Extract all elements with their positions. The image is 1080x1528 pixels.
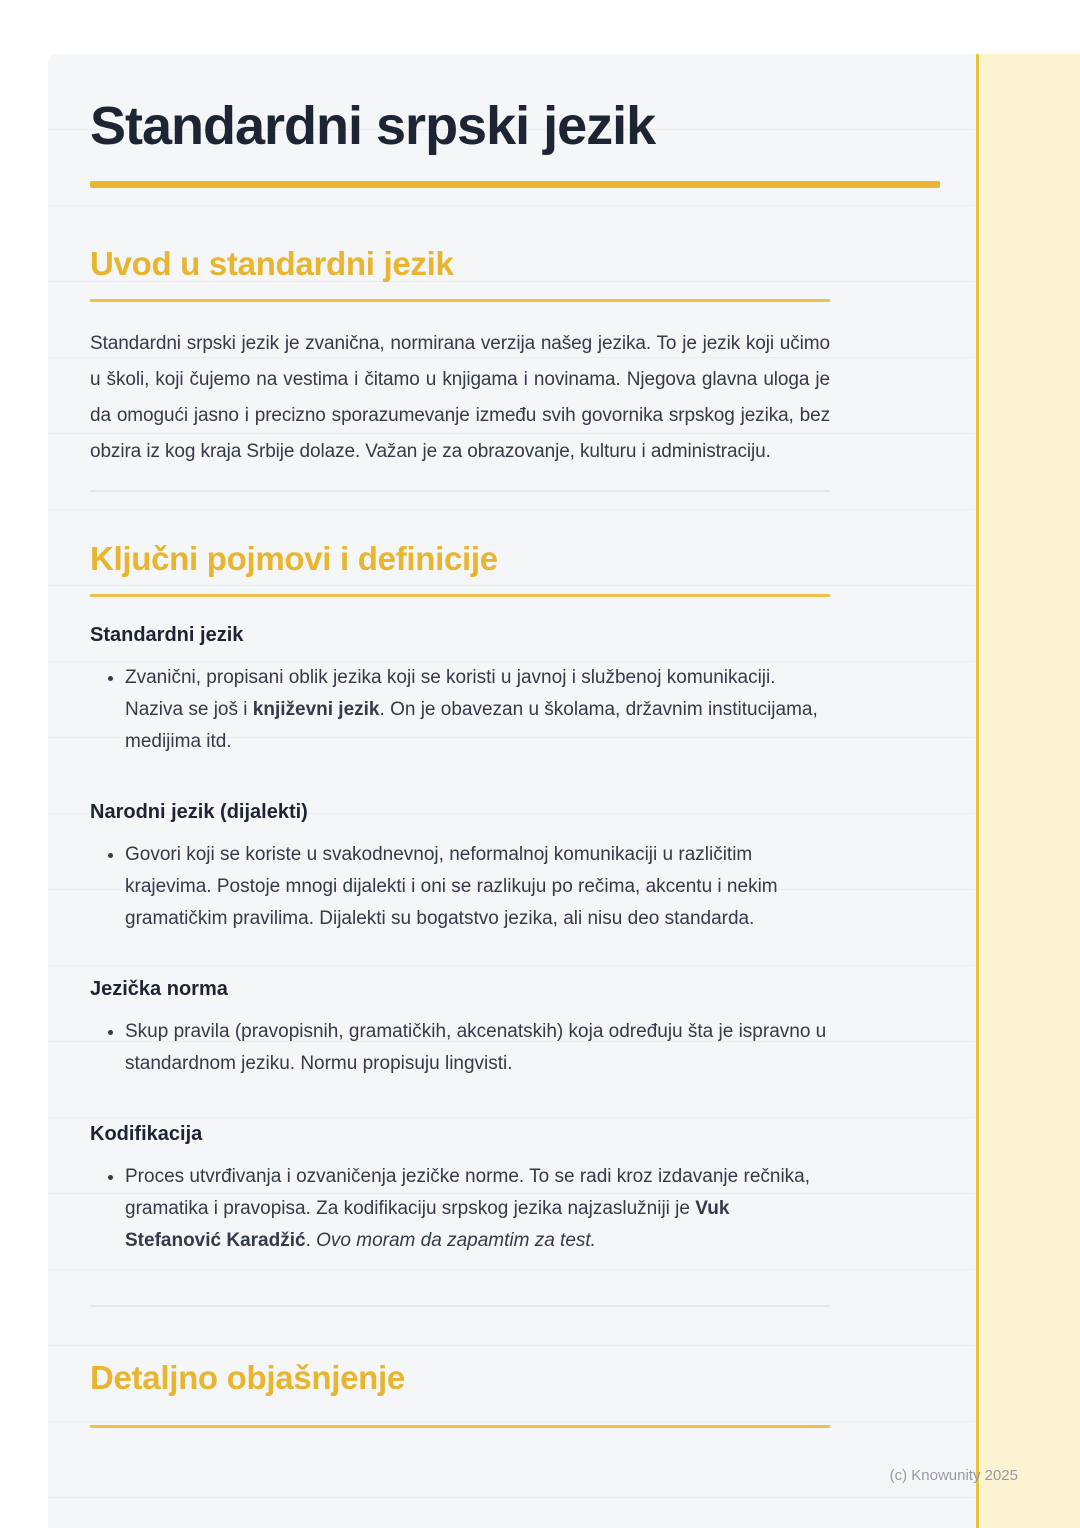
definition-text-segment: . On je obavezan u školama, državnim institucijama, medijima itd.: [125, 699, 818, 752]
section-heading-intro: Uvod u standardni jezik: [90, 245, 454, 282]
section-definitions: [90, 540, 830, 1257]
heading-rule-definitions: [90, 594, 830, 597]
definition-bullet-list: [90, 1161, 830, 1257]
definition-text-segment: Skup pravila (pravopisnih, gramatičkih, akcenatskih) koja određuju šta je ispravno u standardnom jeziku. Normu propisuju lingvisti.: [125, 1021, 827, 1074]
page-title: Standardni srpski jezik: [90, 96, 656, 156]
definition-bullet: [125, 839, 830, 935]
definition-bullet: [125, 662, 830, 758]
heading-rule-intro: [90, 299, 830, 302]
heading-rule-details: [90, 1425, 830, 1428]
notebook-edge-strip: [976, 54, 1080, 1528]
definition-bold-segment: književni jezik: [252, 699, 380, 720]
section-heading-details: Detaljno objašnjenje: [90, 1359, 405, 1396]
definition-text-segment: Zvanični, propisani oblik jezika koji se koristi u javnoj i službenoj komunikaciji. Naziva se još i: [125, 667, 776, 720]
title-rule: [90, 181, 940, 188]
definition-italic-note: Ovo moram da zapamtim za test.: [316, 1230, 596, 1251]
definition-bullet: [125, 1016, 830, 1080]
definition-bullet-list: [90, 1016, 830, 1080]
section-details: [90, 1359, 830, 1428]
definition-text-segment: Govori koji se koriste u svakodnevnoj, neformalnoj komunikaciji u različitim krajevima. Postoje mnogi dijalekti i oni se razlikuju po rečima, akcentu i nekim gramatičkim pravilima. Dijalekti su bogatstvo jezika, ali nisu deo standarda.: [125, 844, 778, 929]
definition-term: Kodifikacija: [90, 1123, 203, 1145]
definition-bullet-list: [90, 839, 830, 935]
section-divider: [90, 1305, 830, 1307]
definition-bullet: [125, 1161, 830, 1257]
definition-term: Standardni jezik: [90, 624, 244, 646]
section-heading-definitions: Ključni pojmovi i definicije: [90, 540, 498, 577]
content-column: [90, 54, 830, 1428]
definition-text-segment: Proces utvrđivanja i ozvaničenja jezičke norme. To se radi kroz izdavanje rečnika, gramatika i pravopisa. Za kodifikaciju srpskog jezika najzaslužniji je: [125, 1166, 811, 1219]
definition-text-segment: .: [305, 1230, 317, 1251]
section-intro: [90, 245, 830, 470]
definition-bold-segment: Vuk Stefanović Karadžić: [125, 1198, 730, 1251]
definition-term: Jezička norma: [90, 978, 228, 1000]
definition-term: Narodni jezik (dijalekti): [90, 801, 308, 823]
intro-paragraph: Standardni srpski jezik je zvanična, normirana verzija našeg jezika. To je jezik koji učimo u školi, koji čujemo na vestima i čitamo u knjigama i novinama. Njegova glavna uloga je da omogući jasno i precizno sporazumevanje između svih govornika srpskog jezika, bez obzira iz kog kraja Srbije dolaze. Važan je za obrazovanje, kulturu i administraciju.: [90, 333, 830, 462]
section-divider: [90, 490, 830, 492]
footer-credit: (c) Knowunity 2025: [889, 1467, 1018, 1484]
definition-bullet-list: [90, 662, 830, 758]
